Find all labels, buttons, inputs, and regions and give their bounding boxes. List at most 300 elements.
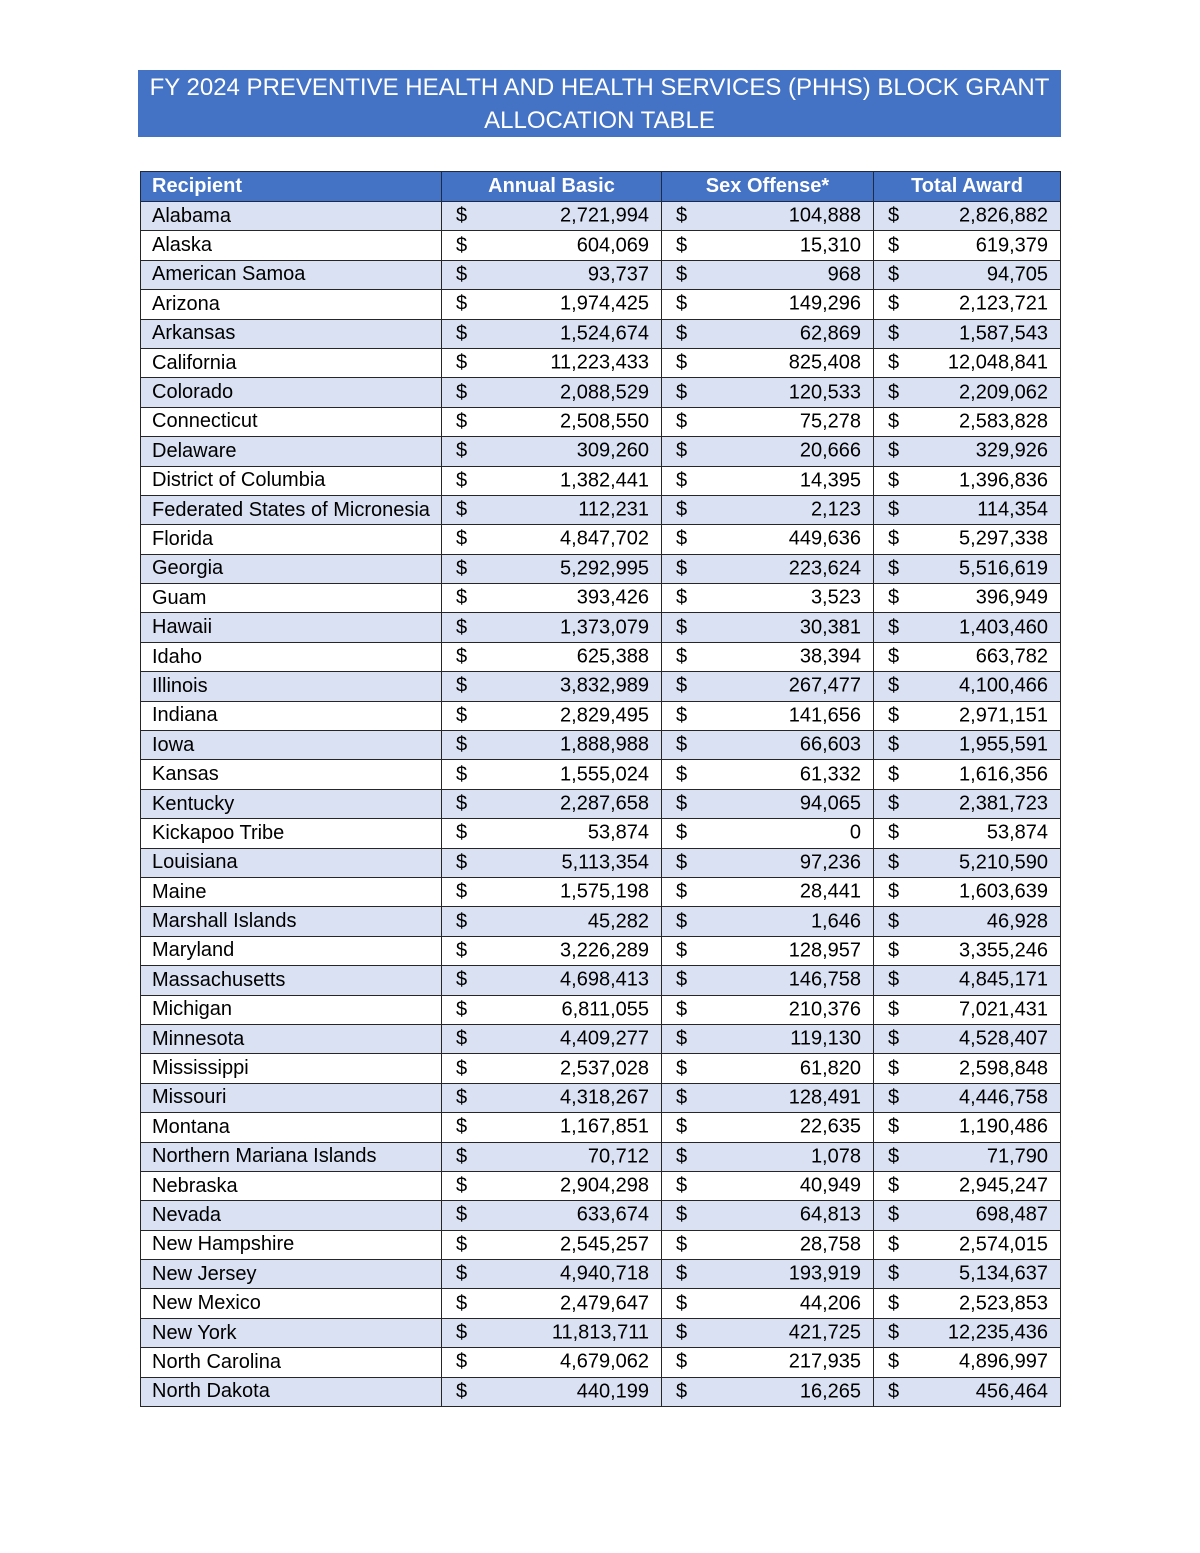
sex-offense-cell	[662, 407, 874, 436]
recipient-cell: Mississippi	[141, 1054, 442, 1083]
sex-offense-amount: 20,666	[799, 439, 861, 462]
total-award-cell	[874, 525, 1061, 554]
currency-symbol: $	[676, 1233, 688, 1256]
currency-symbol: $	[888, 910, 900, 933]
recipient-cell: North Carolina	[141, 1348, 442, 1377]
recipient-cell: New York	[141, 1318, 442, 1347]
column-header-annual-basic: Annual Basic	[442, 172, 662, 202]
total-award-amount: 1,616,356	[959, 763, 1048, 786]
currency-symbol: $	[456, 851, 468, 874]
sex-offense-cell	[662, 789, 874, 818]
sex-offense-cell	[662, 1201, 874, 1230]
currency-symbol: $	[456, 792, 468, 815]
sex-offense-amount: 210,376	[788, 998, 861, 1021]
annual-basic-amount: 11,223,433	[550, 351, 649, 374]
currency-symbol: $	[456, 880, 468, 903]
total-award-cell	[874, 319, 1061, 348]
currency-symbol: $	[456, 1027, 468, 1050]
table-row	[141, 1201, 1061, 1230]
total-award-cell	[874, 789, 1061, 818]
annual-basic-amount: 1,382,441	[560, 469, 649, 492]
currency-symbol: $	[888, 763, 900, 786]
table-row	[141, 1318, 1061, 1347]
total-award-cell	[874, 231, 1061, 260]
table-row	[141, 731, 1061, 760]
total-award-cell	[874, 936, 1061, 965]
total-award-cell	[874, 731, 1061, 760]
currency-symbol: $	[676, 586, 688, 609]
total-award-amount: 5,516,619	[959, 557, 1048, 580]
table-row	[141, 789, 1061, 818]
table-row	[141, 231, 1061, 260]
table-row	[141, 1377, 1061, 1406]
sex-offense-amount: 193,919	[788, 1262, 861, 1285]
total-award-cell	[874, 1171, 1061, 1200]
annual-basic-amount: 5,113,354	[561, 851, 649, 874]
recipient-cell: American Samoa	[141, 260, 442, 289]
total-award-cell	[874, 1024, 1061, 1053]
sex-offense-amount: 28,758	[799, 1233, 861, 1256]
sex-offense-cell	[662, 231, 874, 260]
currency-symbol: $	[676, 527, 688, 550]
sex-offense-cell	[662, 1142, 874, 1171]
annual-basic-amount: 2,829,495	[560, 704, 649, 727]
currency-symbol: $	[676, 939, 688, 962]
column-header-sex-offense: Sex Offense*	[662, 172, 874, 202]
sex-offense-amount: 28,441	[799, 880, 861, 903]
sex-offense-amount: 128,957	[788, 939, 861, 962]
table-row	[141, 760, 1061, 789]
table-row	[141, 701, 1061, 730]
total-award-amount: 1,396,836	[959, 469, 1048, 492]
currency-symbol: $	[456, 469, 468, 492]
sex-offense-cell	[662, 378, 874, 407]
recipient-cell: Missouri	[141, 1083, 442, 1112]
total-award-cell	[874, 819, 1061, 848]
annual-basic-amount: 1,524,674	[560, 322, 649, 345]
recipient-cell: New Jersey	[141, 1260, 442, 1289]
recipient-cell: Georgia	[141, 554, 442, 583]
currency-symbol: $	[456, 616, 468, 639]
currency-symbol: $	[676, 1115, 688, 1138]
currency-symbol: $	[456, 674, 468, 697]
currency-symbol: $	[888, 880, 900, 903]
currency-symbol: $	[888, 1350, 900, 1373]
currency-symbol: $	[676, 998, 688, 1021]
annual-basic-amount: 11,813,711	[551, 1321, 649, 1344]
sex-offense-amount: 968	[827, 263, 861, 286]
sex-offense-cell	[662, 907, 874, 936]
currency-symbol: $	[676, 292, 688, 315]
column-header-total-award: Total Award	[874, 172, 1061, 202]
currency-symbol: $	[456, 439, 468, 462]
currency-symbol: $	[676, 439, 688, 462]
sex-offense-cell	[662, 348, 874, 377]
annual-basic-amount: 2,721,994	[560, 204, 649, 227]
annual-basic-amount: 2,545,257	[560, 1233, 649, 1256]
annual-basic-amount: 1,555,024	[560, 763, 649, 786]
currency-symbol: $	[888, 1115, 900, 1138]
currency-symbol: $	[888, 1203, 900, 1226]
table-row	[141, 1171, 1061, 1200]
annual-basic-amount: 3,226,289	[560, 939, 649, 962]
sex-offense-amount: 2,123	[810, 498, 861, 521]
currency-symbol: $	[456, 1174, 468, 1197]
recipient-cell: Arizona	[141, 290, 442, 319]
recipient-cell: Guam	[141, 584, 442, 613]
currency-symbol: $	[456, 704, 468, 727]
sex-offense-cell	[662, 848, 874, 877]
currency-symbol: $	[676, 851, 688, 874]
annual-basic-cell	[442, 1289, 662, 1318]
total-award-cell	[874, 848, 1061, 877]
total-award-amount: 4,100,466	[959, 674, 1048, 697]
title-line-1: FY 2024 PREVENTIVE HEALTH AND HEALTH SERVICES (PHHS) BLOCK GRANT	[149, 74, 1050, 101]
total-award-cell	[874, 378, 1061, 407]
annual-basic-cell	[442, 672, 662, 701]
annual-basic-cell	[442, 731, 662, 760]
total-award-amount: 698,487	[975, 1203, 1048, 1226]
annual-basic-cell	[442, 348, 662, 377]
total-award-amount: 4,446,758	[959, 1086, 1048, 1109]
recipient-cell: Kickapoo Tribe	[141, 819, 442, 848]
sex-offense-cell	[662, 466, 874, 495]
annual-basic-amount: 1,888,988	[560, 733, 649, 756]
sex-offense-amount: 149,296	[788, 292, 861, 315]
recipient-cell: Delaware	[141, 437, 442, 466]
recipient-cell: North Dakota	[141, 1377, 442, 1406]
recipient-cell: Marshall Islands	[141, 907, 442, 936]
table-row	[141, 1230, 1061, 1259]
currency-symbol: $	[888, 204, 900, 227]
table-row	[141, 495, 1061, 524]
total-award-cell	[874, 701, 1061, 730]
sex-offense-amount: 128,491	[788, 1086, 861, 1109]
currency-symbol: $	[888, 351, 900, 374]
sex-offense-cell	[662, 731, 874, 760]
currency-symbol: $	[456, 1203, 468, 1226]
annual-basic-cell	[442, 202, 662, 231]
recipient-cell: Maine	[141, 877, 442, 906]
currency-symbol: $	[888, 1174, 900, 1197]
total-award-amount: 2,381,723	[959, 792, 1048, 815]
sex-offense-amount: 146,758	[788, 968, 861, 991]
total-award-amount: 5,210,590	[959, 851, 1048, 874]
total-award-amount: 2,583,828	[959, 410, 1048, 433]
total-award-amount: 2,523,853	[959, 1292, 1048, 1315]
table-row	[141, 437, 1061, 466]
currency-symbol: $	[676, 381, 688, 404]
total-award-amount: 1,190,486	[959, 1115, 1048, 1138]
recipient-cell: Minnesota	[141, 1024, 442, 1053]
sex-offense-amount: 62,869	[799, 322, 861, 345]
currency-symbol: $	[676, 351, 688, 374]
total-award-cell	[874, 1348, 1061, 1377]
table-row	[141, 1142, 1061, 1171]
currency-symbol: $	[888, 792, 900, 815]
currency-symbol: $	[676, 1350, 688, 1373]
currency-symbol: $	[888, 1292, 900, 1315]
annual-basic-cell	[442, 789, 662, 818]
annual-basic-amount: 3,832,989	[560, 674, 649, 697]
sex-offense-amount: 61,332	[799, 763, 861, 786]
annual-basic-cell	[442, 1201, 662, 1230]
sex-offense-amount: 16,265	[799, 1380, 861, 1403]
table-row	[141, 260, 1061, 289]
title-line-2: ALLOCATION TABLE	[484, 107, 715, 134]
total-award-amount: 4,528,407	[959, 1027, 1048, 1050]
currency-symbol: $	[456, 498, 468, 521]
recipient-cell: Idaho	[141, 642, 442, 671]
currency-symbol: $	[676, 1321, 688, 1344]
total-award-amount: 12,235,436	[947, 1321, 1048, 1344]
currency-symbol: $	[676, 410, 688, 433]
sex-offense-cell	[662, 877, 874, 906]
total-award-cell	[874, 1318, 1061, 1347]
annual-basic-cell	[442, 1260, 662, 1289]
annual-basic-cell	[442, 1348, 662, 1377]
currency-symbol: $	[456, 234, 468, 257]
total-award-cell	[874, 1289, 1061, 1318]
annual-basic-cell	[442, 1113, 662, 1142]
total-award-cell	[874, 1113, 1061, 1142]
currency-symbol: $	[676, 616, 688, 639]
total-award-cell	[874, 613, 1061, 642]
currency-symbol: $	[888, 851, 900, 874]
table-row	[141, 907, 1061, 936]
sex-offense-amount: 119,130	[790, 1027, 861, 1050]
sex-offense-amount: 14,395	[799, 469, 861, 492]
currency-symbol: $	[456, 1086, 468, 1109]
currency-symbol: $	[888, 263, 900, 286]
annual-basic-amount: 4,698,413	[560, 968, 649, 991]
currency-symbol: $	[456, 645, 468, 668]
recipient-cell: Iowa	[141, 731, 442, 760]
sex-offense-amount: 217,935	[788, 1350, 861, 1373]
sex-offense-cell	[662, 995, 874, 1024]
table-row	[141, 1024, 1061, 1053]
currency-symbol: $	[676, 204, 688, 227]
total-award-amount: 2,209,062	[959, 381, 1048, 404]
recipient-cell: Colorado	[141, 378, 442, 407]
recipient-cell: Indiana	[141, 701, 442, 730]
currency-symbol: $	[456, 939, 468, 962]
annual-basic-amount: 2,088,529	[560, 381, 649, 404]
currency-symbol: $	[676, 1203, 688, 1226]
total-award-amount: 4,896,997	[959, 1350, 1048, 1373]
sex-offense-amount: 40,949	[799, 1174, 861, 1197]
sex-offense-cell	[662, 437, 874, 466]
annual-basic-cell	[442, 260, 662, 289]
currency-symbol: $	[456, 1321, 468, 1344]
currency-symbol: $	[888, 733, 900, 756]
recipient-cell: Massachusetts	[141, 966, 442, 995]
recipient-cell: Florida	[141, 525, 442, 554]
table-row	[141, 672, 1061, 701]
table-row	[141, 613, 1061, 642]
annual-basic-cell	[442, 760, 662, 789]
annual-basic-cell	[442, 642, 662, 671]
sex-offense-amount: 120,533	[788, 381, 861, 404]
annual-basic-cell	[442, 907, 662, 936]
sex-offense-cell	[662, 319, 874, 348]
currency-symbol: $	[676, 733, 688, 756]
sex-offense-cell	[662, 554, 874, 583]
total-award-cell	[874, 584, 1061, 613]
annual-basic-cell	[442, 584, 662, 613]
total-award-cell	[874, 1142, 1061, 1171]
annual-basic-amount: 4,940,718	[560, 1262, 649, 1285]
table-row	[141, 1054, 1061, 1083]
recipient-cell: Louisiana	[141, 848, 442, 877]
sex-offense-cell	[662, 202, 874, 231]
currency-symbol: $	[888, 998, 900, 1021]
total-award-amount: 7,021,431	[959, 998, 1048, 1021]
currency-symbol: $	[676, 910, 688, 933]
recipient-cell: Illinois	[141, 672, 442, 701]
currency-symbol: $	[676, 263, 688, 286]
total-award-amount: 396,949	[975, 586, 1048, 609]
currency-symbol: $	[888, 1321, 900, 1344]
currency-symbol: $	[888, 469, 900, 492]
currency-symbol: $	[456, 1233, 468, 1256]
currency-symbol: $	[888, 498, 900, 521]
recipient-cell: Alaska	[141, 231, 442, 260]
recipient-cell: Maryland	[141, 936, 442, 965]
currency-symbol: $	[676, 1057, 688, 1080]
sex-offense-amount: 30,381	[799, 616, 861, 639]
currency-symbol: $	[456, 557, 468, 580]
total-award-amount: 5,297,338	[959, 527, 1048, 550]
annual-basic-cell	[442, 966, 662, 995]
annual-basic-amount: 70,712	[587, 1145, 649, 1168]
annual-basic-cell	[442, 466, 662, 495]
currency-symbol: $	[888, 968, 900, 991]
total-award-amount: 53,874	[986, 821, 1048, 844]
total-award-amount: 2,598,848	[959, 1057, 1048, 1080]
annual-basic-cell	[442, 1377, 662, 1406]
currency-symbol: $	[676, 1262, 688, 1285]
table-row	[141, 554, 1061, 583]
sex-offense-cell	[662, 672, 874, 701]
sex-offense-cell	[662, 584, 874, 613]
table-row	[141, 995, 1061, 1024]
recipient-cell: Arkansas	[141, 319, 442, 348]
currency-symbol: $	[676, 763, 688, 786]
sex-offense-cell	[662, 1113, 874, 1142]
sex-offense-amount: 104,888	[788, 204, 861, 227]
sex-offense-cell	[662, 642, 874, 671]
sex-offense-cell	[662, 525, 874, 554]
annual-basic-cell	[442, 995, 662, 1024]
annual-basic-cell	[442, 613, 662, 642]
table-row	[141, 319, 1061, 348]
total-award-amount: 1,403,460	[959, 616, 1048, 639]
total-award-cell	[874, 966, 1061, 995]
sex-offense-amount: 64,813	[799, 1203, 861, 1226]
recipient-cell: Kansas	[141, 760, 442, 789]
total-award-amount: 619,379	[975, 234, 1048, 257]
recipient-cell: Nevada	[141, 1201, 442, 1230]
currency-symbol: $	[888, 674, 900, 697]
sex-offense-cell	[662, 1230, 874, 1259]
annual-basic-amount: 2,479,647	[560, 1292, 649, 1315]
table-row	[141, 348, 1061, 377]
total-award-cell	[874, 642, 1061, 671]
table-row	[141, 1289, 1061, 1318]
annual-basic-amount: 1,167,851	[560, 1115, 649, 1138]
table-row	[141, 584, 1061, 613]
currency-symbol: $	[676, 322, 688, 345]
annual-basic-amount: 2,537,028	[560, 1057, 649, 1080]
annual-basic-amount: 1,373,079	[560, 616, 649, 639]
currency-symbol: $	[456, 410, 468, 433]
sex-offense-amount: 61,820	[799, 1057, 861, 1080]
currency-symbol: $	[456, 586, 468, 609]
currency-symbol: $	[676, 1145, 688, 1168]
total-award-cell	[874, 495, 1061, 524]
annual-basic-cell	[442, 848, 662, 877]
currency-symbol: $	[888, 1057, 900, 1080]
currency-symbol: $	[888, 616, 900, 639]
currency-symbol: $	[456, 1115, 468, 1138]
annual-basic-amount: 309,260	[576, 439, 649, 462]
currency-symbol: $	[888, 1027, 900, 1050]
table-row	[141, 1083, 1061, 1112]
annual-basic-amount: 633,674	[576, 1203, 649, 1226]
currency-symbol: $	[676, 674, 688, 697]
total-award-cell	[874, 1230, 1061, 1259]
total-award-amount: 663,782	[975, 645, 1048, 668]
sex-offense-cell	[662, 1348, 874, 1377]
sex-offense-amount: 1,646	[810, 910, 861, 933]
recipient-cell: New Mexico	[141, 1289, 442, 1318]
currency-symbol: $	[676, 557, 688, 580]
currency-symbol: $	[456, 1350, 468, 1373]
sex-offense-cell	[662, 1171, 874, 1200]
recipient-cell: Northern Mariana Islands	[141, 1142, 442, 1171]
currency-symbol: $	[888, 821, 900, 844]
total-award-amount: 94,705	[986, 263, 1048, 286]
table-row	[141, 966, 1061, 995]
total-award-amount: 2,971,151	[959, 704, 1048, 727]
annual-basic-amount: 393,426	[576, 586, 649, 609]
sex-offense-cell	[662, 701, 874, 730]
currency-symbol: $	[456, 351, 468, 374]
recipient-cell: Kentucky	[141, 789, 442, 818]
annual-basic-cell	[442, 1230, 662, 1259]
currency-symbol: $	[456, 733, 468, 756]
currency-symbol: $	[888, 292, 900, 315]
annual-basic-amount: 112,231	[578, 498, 649, 521]
column-header-recipient: Recipient	[141, 172, 442, 202]
currency-symbol: $	[676, 792, 688, 815]
currency-symbol: $	[456, 322, 468, 345]
total-award-cell	[874, 554, 1061, 583]
currency-symbol: $	[456, 1145, 468, 1168]
table-row	[141, 1348, 1061, 1377]
total-award-cell	[874, 995, 1061, 1024]
currency-symbol: $	[888, 645, 900, 668]
table-body	[141, 202, 1061, 1407]
sex-offense-cell	[662, 760, 874, 789]
sex-offense-amount: 66,603	[799, 733, 861, 756]
annual-basic-cell	[442, 1024, 662, 1053]
table-row	[141, 1113, 1061, 1142]
currency-symbol: $	[888, 1380, 900, 1403]
table-row	[141, 378, 1061, 407]
table-header-row	[141, 172, 1061, 202]
